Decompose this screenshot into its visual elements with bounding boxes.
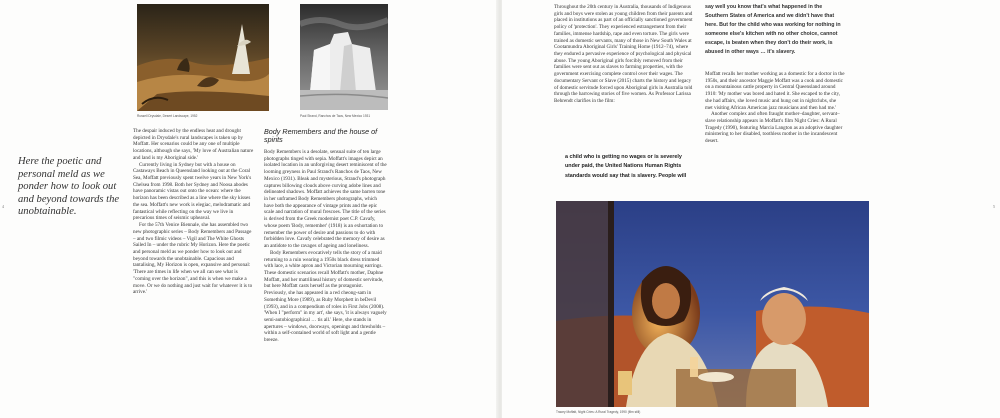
right-column-2	[705, 71, 845, 145]
image1-caption: Russell Drysdale, Desert Landscape, 1952	[137, 114, 198, 118]
left-column-1	[133, 128, 255, 296]
paragraph: Throughout the 20th century in Australia, thousands of Indigenous girls and boys were stolen as young children from their parents and placed in institutions as part of an officially sanctioned government policy of 'protection'. They experienced estrangement from their families, immense hardship, rape and even torture. The girls were trained as domestic servants, many of those in New South Wales at Cootamundra Aboriginal Girls' Training Home (1912–74), where they endured a pervasive experience of psychological and physical abuse. The young Aboriginal girls forcibly removed from their families were sent out as slaves to farming properties, with the government exercising complete control over their wages. The documentary Servant or Slave (2015) charts the history and legacy of domestic servitude forced upon Aboriginal girls in Australia told through the harrowing stories of five women. As Professor Larissa Behrendt clarifies in the film:	[554, 4, 693, 105]
paragraph: Another complex and often fraught mother–daughter, servant–slave relationship appears in Moffatt's film Night Cries: A Rural Tragedy (1990), featuring Marcia Langton as an adoptive daughter ministering to her disabled, toothless mother in the incandescent desert.	[705, 111, 843, 145]
paragraph: Moffatt recalls her mother working as a domestic for a doctor in the 1950s, and their ancestor Maggie Moffatt was a cook and domestic on a mountainous cattle property in Central Queensland around 1910: 'My mother was bored and hated it. She escaped to the city, she had affairs, she loved music and hung out in nightclubs, she met visiting African American jazz musicians and then had me.'	[705, 71, 845, 111]
film-still-caption: Tracey Moffatt, Night Cries: A Rural Tragedy, 1990 (film still)	[556, 410, 641, 414]
right-column-2-quote	[705, 3, 845, 57]
block-quote-start: a child who is getting no wages or is severely under paid, the United Nations Human Rights standards would say that is slavery. People will	[565, 154, 687, 179]
paragraph: For the 57th Venice Biennale, she has assembled two new photographic series – Body Remembers and Passage – and two filmic videos – Vigil and The White Ghosts Sailed In – under the rubric My Horizon. Here the poetic and personal meld as we ponder how to look out and beyond towards the unobtainable. Capacious and tantalising, My Horizon is open, expansive and personal: 'There are times in life when we all can see what is "coming over the horizon", and this is when we make a move. Or we do nothing and just wait for whatever it is to arrive.'	[133, 222, 253, 296]
night-cries-film-still	[556, 201, 869, 407]
left-column-2	[264, 149, 387, 344]
section-heading: Body Remembers and the house of spirits	[264, 127, 378, 145]
paragraph: The despair induced by the endless heat and drought depicted in Drysdale's rural landscapes is taken up by Moffatt. Her scenarios could be any one of multiple locations, although she says, 'My love of Australian nature and land is my Aboriginal side.'	[133, 128, 254, 161]
paragraph: Body Remembers is a desolate, sensual suite of ten large photographs tinged with sepia. Moffatt's images depict an isolated location in an unforgiving desert reminiscent of the looming greyness in Paul Strand's Ranchos de Taos, New Mexico (1931). Bleak and mysterious, Strand's photograph captures billowing clouds above curving adobe lines and delineated shadows. Moffatt achieves the same barren tone in her unframed Body Remembers photographs, which have both the appearance of vintage prints and the epic scale and narration of mural frescoes. The title of the series is derived from the Greek modernist poet C.P. Cavafy, whose poem 'Body, remember' (1918) is an exhortation to remember the power of desire and passions to do with forbidden love. Cavafy celebrated the memory of desire as an antidote to the ravages of ageing and loneliness.	[264, 149, 387, 250]
paragraph: Body Remembers evocatively tells the story of a maid returning to a ruin wearing a 1950s black dress trimmed with lace, a white apron and Victorian mourning earrings. These domestic scenarios recall Moffatt's mother, Daphne Moffatt, and her matrilineal history of domestic servitude, but here Moffatt casts herself as the protagonist. Previously, she has appeared in a red cheong-sam in Something More (1989), as Ruby Morphett in beDevil (1993), and in a compendium of roles in First Jobs (2008). 'When I "perform" in my art', she says, 'it is always vaguely semi-autobiographical … tis all.' Here, she stands in apertures – windows, doorways, openings and thresholds – within a self-contained world of soft light and a gentle breeze.	[264, 249, 387, 344]
page-number-right: 5	[993, 204, 995, 209]
image2-caption: Paul Strand, Ranchos de Taos, New Mexico 1931	[300, 114, 371, 118]
right-column-1	[554, 4, 695, 105]
pull-quote: Here the poetic and personal meld as we ponder how to look out and beyond towards the unobtainable.	[18, 156, 120, 218]
block-quote-end: say well you know that's what happened in the Southern States of America and we didn't have that here. But for the child who was working for nothing in someone else's kitchen with no other choice, cannot escape, is beaten when they don't do their work, is abused in other ways … it's slavery.	[705, 4, 841, 56]
page-number-left: 4	[2, 204, 4, 209]
ranchos-de-taos-photo	[300, 4, 388, 110]
desert-landscape-painting	[137, 4, 269, 111]
paragraph: Currently living in Sydney but with a house on Castaways Beach in Queensland looking out at the Coral Sea, Moffatt previously spent twelve years in New York's Chelsea from 1998. Both her Sydney and Noosa abodes have panoramic vistas out onto the ocean: where the horizon has been described as a line where the sky kisses the sea. Moffatt's new work is elegiac, melodramatic and fantastical while reflecting on the way we live in precarious times of seismic upheaval.	[133, 161, 252, 222]
